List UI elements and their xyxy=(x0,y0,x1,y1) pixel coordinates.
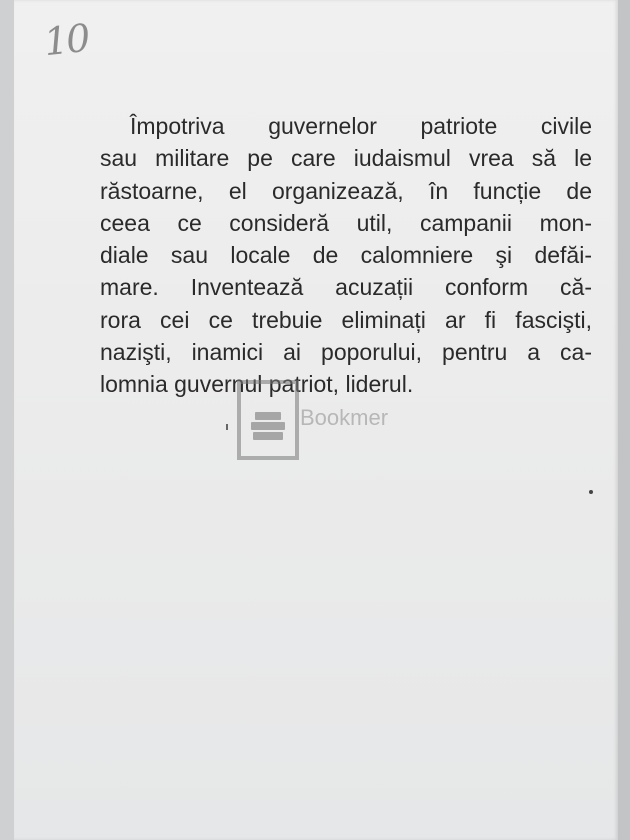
book-stack-icon xyxy=(251,422,285,430)
ink-dot xyxy=(589,490,593,494)
book-stack-icon xyxy=(253,432,283,440)
text-line: mare. Inventează acuzații conform că- xyxy=(100,274,592,301)
book-stack-icon xyxy=(255,412,281,420)
paragraph xyxy=(100,110,592,401)
text-line: răstoarne, el organizează, în funcție de xyxy=(100,177,592,204)
watermark-logo-icon xyxy=(237,380,299,460)
text-line: diale sau locale de calomniere şi defăi- xyxy=(100,242,592,269)
ink-mark xyxy=(226,424,228,430)
watermark-text: Bookmer xyxy=(300,405,389,430)
text-line: sau militare pe care iudaismul vrea să le xyxy=(100,145,592,172)
text-line: rora cei ce trebuie eliminați ar fi fascişti, xyxy=(100,306,592,333)
text-line: lomnia guvernul patriot, liderul. xyxy=(100,371,414,398)
text-line: ceea ce consideră util, campanii mon- xyxy=(100,209,592,236)
text-line: Împotriva guvernelor patriote civile xyxy=(130,113,592,139)
page-edge-shadow xyxy=(618,0,630,840)
text-line: nazişti, inamici ai poporului, pentru a ca- xyxy=(100,339,592,366)
handwritten-page-number: 10 xyxy=(41,15,91,65)
